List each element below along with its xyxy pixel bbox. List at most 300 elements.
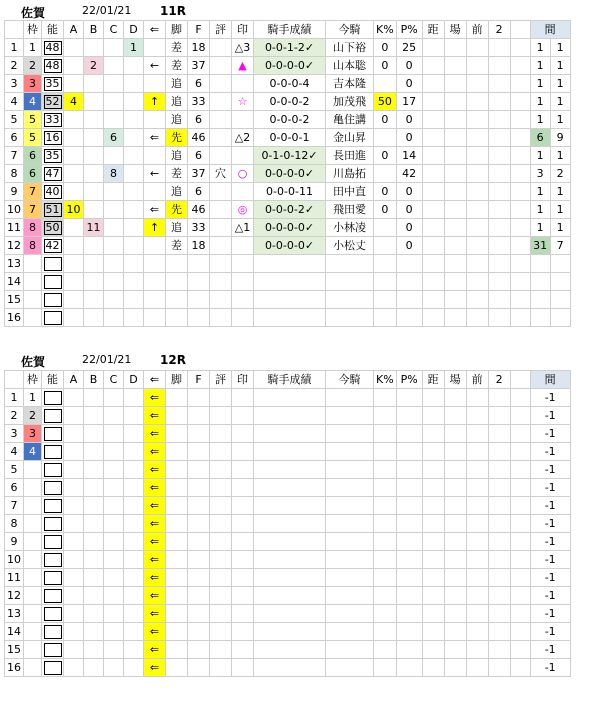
gap	[510, 237, 530, 255]
gap	[510, 129, 530, 147]
interval-2: 1	[550, 75, 570, 93]
col-a	[64, 479, 84, 497]
col-f	[188, 273, 210, 291]
empty-cell	[326, 533, 374, 551]
col-a	[64, 605, 84, 623]
col-d	[124, 443, 144, 461]
col-c	[104, 533, 124, 551]
waku-cell	[24, 659, 42, 677]
col-b	[84, 407, 104, 425]
col-c	[104, 569, 124, 587]
interval-1: 6	[530, 129, 550, 147]
col-a	[64, 39, 84, 57]
empty-cell	[326, 407, 374, 425]
jockey-record	[254, 309, 326, 327]
running-style: 差	[166, 57, 188, 75]
p-percent: 0	[396, 183, 422, 201]
empty-cell	[232, 497, 254, 515]
col-f: 6	[188, 147, 210, 165]
direction-arrow: ⇐	[144, 659, 166, 677]
direction-arrow: ⇐	[144, 201, 166, 219]
empty-cell	[396, 569, 422, 587]
row-number: 5	[5, 461, 24, 479]
empty-cell	[166, 443, 188, 461]
row-number: 5	[5, 111, 24, 129]
col-prev	[466, 273, 488, 291]
jockey-record: 0-0-0-1	[254, 129, 326, 147]
col-2	[488, 147, 510, 165]
waku-cell: 4	[24, 443, 42, 461]
direction-arrow: ⇐	[144, 551, 166, 569]
empty-cell	[232, 587, 254, 605]
prediction-mark: ◎	[232, 201, 254, 219]
col-track	[444, 201, 466, 219]
col-b	[84, 443, 104, 461]
empty-cell	[422, 425, 444, 443]
col-b	[84, 497, 104, 515]
empty-cell	[166, 569, 188, 587]
col-d	[124, 407, 144, 425]
k-percent: 0	[374, 183, 397, 201]
empty-cell	[210, 515, 232, 533]
empty-cell	[210, 425, 232, 443]
column-header: ⇐	[144, 371, 166, 389]
column-header: 2	[488, 371, 510, 389]
table-row	[5, 255, 571, 273]
empty-cell	[374, 587, 397, 605]
p-percent	[396, 255, 422, 273]
ability-cell: 33	[42, 111, 64, 129]
col-a	[64, 57, 84, 75]
col-track	[444, 165, 466, 183]
interval-2: 1	[550, 57, 570, 75]
table-row	[5, 201, 571, 219]
row-number: 4	[5, 93, 24, 111]
waku-cell: 6	[24, 165, 42, 183]
waku-cell	[24, 291, 42, 309]
ability-cell: 51	[42, 201, 64, 219]
empty-cell	[396, 479, 422, 497]
prediction-mark: △3	[232, 39, 254, 57]
empty-cell	[232, 569, 254, 587]
col-dist	[422, 39, 444, 57]
col-c	[104, 219, 124, 237]
empty-cell	[466, 389, 488, 407]
empty-cell	[254, 533, 326, 551]
col-b	[84, 425, 104, 443]
row-number: 12	[5, 587, 24, 605]
empty-cell	[166, 407, 188, 425]
direction-arrow: ⇐	[144, 389, 166, 407]
row-number: 12	[5, 237, 24, 255]
interval: -1	[530, 479, 570, 497]
ability-cell	[42, 309, 64, 327]
interval-2: 1	[550, 201, 570, 219]
interval: -1	[530, 407, 570, 425]
row-number: 14	[5, 623, 24, 641]
col-c	[104, 309, 124, 327]
col-dist	[422, 75, 444, 93]
k-percent	[374, 129, 397, 147]
empty-cell	[422, 407, 444, 425]
column-header: K%	[374, 371, 397, 389]
col-dist	[422, 147, 444, 165]
empty-cell	[326, 551, 374, 569]
col-d	[124, 641, 144, 659]
evaluation	[210, 147, 232, 165]
col-2	[488, 219, 510, 237]
waku-cell	[24, 551, 42, 569]
prediction-mark	[232, 75, 254, 93]
interval-1: 1	[530, 39, 550, 57]
gap	[510, 443, 530, 461]
col-2	[488, 129, 510, 147]
interval-2: 9	[550, 129, 570, 147]
table-row	[5, 605, 571, 623]
empty-cell	[488, 425, 510, 443]
empty-cell	[444, 443, 466, 461]
col-c	[104, 623, 124, 641]
ability-cell	[42, 551, 64, 569]
column-header: 2	[488, 21, 510, 39]
col-f: 37	[188, 57, 210, 75]
interval-2: 1	[550, 111, 570, 129]
empty-cell	[210, 407, 232, 425]
empty-cell	[422, 443, 444, 461]
k-percent: 50	[374, 93, 397, 111]
empty-cell	[210, 389, 232, 407]
empty-cell	[396, 389, 422, 407]
col-d: 1	[124, 39, 144, 57]
empty-cell	[444, 461, 466, 479]
col-track	[444, 183, 466, 201]
interval-1: 1	[530, 183, 550, 201]
waku-cell: 8	[24, 237, 42, 255]
ability-cell: 35	[42, 147, 64, 165]
empty-cell	[488, 587, 510, 605]
col-track	[444, 237, 466, 255]
row-number: 4	[5, 443, 24, 461]
empty-cell	[444, 425, 466, 443]
waku-cell: 1	[24, 39, 42, 57]
running-style: 追	[166, 183, 188, 201]
empty-cell	[232, 623, 254, 641]
prediction-mark: ☆	[232, 93, 254, 111]
row-number: 7	[5, 497, 24, 515]
empty-cell	[210, 533, 232, 551]
jockey-record: 0-0-0-0✓	[254, 165, 326, 183]
running-style	[166, 309, 188, 327]
ability-cell	[42, 623, 64, 641]
row-number: 13	[5, 255, 24, 273]
empty-cell	[422, 389, 444, 407]
empty-cell	[466, 497, 488, 515]
gap	[510, 183, 530, 201]
prediction-mark	[232, 255, 254, 273]
running-style: 差	[166, 39, 188, 57]
gap	[510, 461, 530, 479]
col-b	[84, 165, 104, 183]
col-d	[124, 659, 144, 677]
column-header: 騎手成績	[254, 21, 326, 39]
empty-cell	[444, 407, 466, 425]
col-prev	[466, 75, 488, 93]
column-header: 評	[210, 371, 232, 389]
ability-cell	[42, 425, 64, 443]
column-header: 場	[444, 371, 466, 389]
empty-cell	[444, 587, 466, 605]
table-row	[5, 183, 571, 201]
waku-cell	[24, 605, 42, 623]
col-dist	[422, 165, 444, 183]
col-2	[488, 237, 510, 255]
col-d	[124, 291, 144, 309]
table-header-row	[5, 371, 571, 389]
empty-cell	[488, 569, 510, 587]
jockey-record: 0-1-0-12✓	[254, 147, 326, 165]
interval: -1	[530, 533, 570, 551]
col-c	[104, 479, 124, 497]
col-2	[488, 93, 510, 111]
col-a: 4	[64, 93, 84, 111]
empty-cell	[444, 551, 466, 569]
row-number: 11	[5, 569, 24, 587]
waku-cell	[24, 479, 42, 497]
empty-cell	[188, 605, 210, 623]
empty-cell	[254, 497, 326, 515]
interval-2: 1	[550, 93, 570, 111]
evaluation	[210, 291, 232, 309]
direction-arrow: ⇐	[144, 461, 166, 479]
col-b	[84, 533, 104, 551]
empty-cell	[466, 407, 488, 425]
race1-header	[0, 2, 608, 20]
col-a	[64, 147, 84, 165]
direction-arrow: ←	[144, 57, 166, 75]
gap	[510, 515, 530, 533]
col-d	[124, 147, 144, 165]
col-d	[124, 569, 144, 587]
col-a	[64, 425, 84, 443]
col-b	[84, 39, 104, 57]
waku-cell: 1	[24, 389, 42, 407]
direction-arrow	[144, 75, 166, 93]
col-c	[104, 39, 124, 57]
jockey-name: 金山昇	[326, 129, 374, 147]
jockey-name: 亀住講	[326, 111, 374, 129]
empty-cell	[326, 461, 374, 479]
row-number: 11	[5, 219, 24, 237]
empty-cell	[166, 605, 188, 623]
p-percent: 17	[396, 93, 422, 111]
col-a	[64, 291, 84, 309]
ability-cell	[42, 587, 64, 605]
waku-cell	[24, 497, 42, 515]
p-percent: 25	[396, 39, 422, 57]
empty-cell	[188, 641, 210, 659]
col-a	[64, 237, 84, 255]
gap	[510, 57, 530, 75]
ability-cell: 50	[42, 219, 64, 237]
column-header: C	[104, 371, 124, 389]
col-f: 6	[188, 183, 210, 201]
gap	[510, 111, 530, 129]
col-prev	[466, 93, 488, 111]
interval-2	[550, 309, 570, 327]
empty-cell	[188, 551, 210, 569]
row-number: 16	[5, 309, 24, 327]
interval-2: 1	[550, 183, 570, 201]
gap	[510, 569, 530, 587]
race-date: 22/01/21	[82, 4, 132, 17]
col-c	[104, 111, 124, 129]
prediction-mark	[232, 111, 254, 129]
col-a	[64, 515, 84, 533]
table-row	[5, 165, 571, 183]
col-a	[64, 497, 84, 515]
table-row	[5, 273, 571, 291]
empty-cell	[374, 623, 397, 641]
col-b	[84, 623, 104, 641]
prediction-mark	[232, 273, 254, 291]
k-percent	[374, 255, 397, 273]
empty-cell	[188, 533, 210, 551]
col-a	[64, 659, 84, 677]
empty-cell	[326, 497, 374, 515]
table-row	[5, 443, 571, 461]
col-b	[84, 605, 104, 623]
ability-cell	[42, 497, 64, 515]
empty-cell	[326, 443, 374, 461]
empty-cell	[232, 389, 254, 407]
col-d	[124, 461, 144, 479]
empty-cell	[422, 623, 444, 641]
running-style: 追	[166, 147, 188, 165]
prediction-mark: △1	[232, 219, 254, 237]
table-row	[5, 659, 571, 677]
column-header: 枠	[24, 371, 42, 389]
jockey-name: 山本聡	[326, 57, 374, 75]
empty-cell	[232, 443, 254, 461]
k-percent	[374, 219, 397, 237]
table-row	[5, 425, 571, 443]
empty-cell	[210, 641, 232, 659]
row-number: 8	[5, 165, 24, 183]
table-row	[5, 129, 571, 147]
empty-cell	[374, 551, 397, 569]
interval: -1	[530, 515, 570, 533]
col-a	[64, 255, 84, 273]
col-b	[84, 389, 104, 407]
empty-cell	[396, 605, 422, 623]
empty-cell	[488, 389, 510, 407]
col-d	[124, 183, 144, 201]
col-a	[64, 533, 84, 551]
col-f	[188, 255, 210, 273]
empty-cell	[374, 533, 397, 551]
ability-cell: 42	[42, 237, 64, 255]
empty-cell	[326, 641, 374, 659]
col-dist	[422, 237, 444, 255]
column-header: 前	[466, 371, 488, 389]
col-f: 6	[188, 75, 210, 93]
gap	[510, 479, 530, 497]
col-dist	[422, 183, 444, 201]
direction-arrow	[144, 273, 166, 291]
empty-cell	[188, 443, 210, 461]
col-prev	[466, 111, 488, 129]
evaluation	[210, 219, 232, 237]
direction-arrow: ←	[144, 165, 166, 183]
row-number: 9	[5, 533, 24, 551]
col-c	[104, 641, 124, 659]
row-number: 1	[5, 389, 24, 407]
empty-cell	[488, 533, 510, 551]
col-c	[104, 407, 124, 425]
empty-cell	[374, 425, 397, 443]
col-track	[444, 309, 466, 327]
empty-cell	[188, 497, 210, 515]
empty-cell	[326, 569, 374, 587]
jockey-record: 0-0-0-2✓	[254, 201, 326, 219]
col-2	[488, 57, 510, 75]
interval-1: 1	[530, 147, 550, 165]
col-b	[84, 237, 104, 255]
empty-cell	[466, 515, 488, 533]
empty-cell	[444, 569, 466, 587]
direction-arrow	[144, 291, 166, 309]
p-percent: 0	[396, 57, 422, 75]
column-header: 距	[422, 21, 444, 39]
col-d	[124, 551, 144, 569]
col-prev	[466, 309, 488, 327]
interval-1: 1	[530, 57, 550, 75]
running-style: 追	[166, 93, 188, 111]
column-header: B	[84, 371, 104, 389]
evaluation	[210, 273, 232, 291]
col-d	[124, 533, 144, 551]
interval: -1	[530, 551, 570, 569]
jockey-record: 0-0-0-4	[254, 75, 326, 93]
column-header: B	[84, 21, 104, 39]
ability-cell	[42, 659, 64, 677]
empty-cell	[232, 605, 254, 623]
direction-arrow: ⇐	[144, 443, 166, 461]
empty-cell	[188, 587, 210, 605]
col-2	[488, 183, 510, 201]
col-f: 37	[188, 165, 210, 183]
empty-cell	[326, 605, 374, 623]
empty-cell	[444, 641, 466, 659]
empty-cell	[166, 479, 188, 497]
col-prev	[466, 183, 488, 201]
col-dist	[422, 129, 444, 147]
col-prev	[466, 291, 488, 309]
waku-cell	[24, 273, 42, 291]
interval: -1	[530, 623, 570, 641]
column-header: F	[188, 21, 210, 39]
col-track	[444, 291, 466, 309]
interval-2: 1	[550, 39, 570, 57]
table-row	[5, 569, 571, 587]
ability-cell	[42, 605, 64, 623]
col-2	[488, 291, 510, 309]
col-f	[188, 309, 210, 327]
header-blank	[5, 371, 24, 389]
col-d	[124, 201, 144, 219]
col-c	[104, 605, 124, 623]
prediction-mark: ▲	[232, 57, 254, 75]
